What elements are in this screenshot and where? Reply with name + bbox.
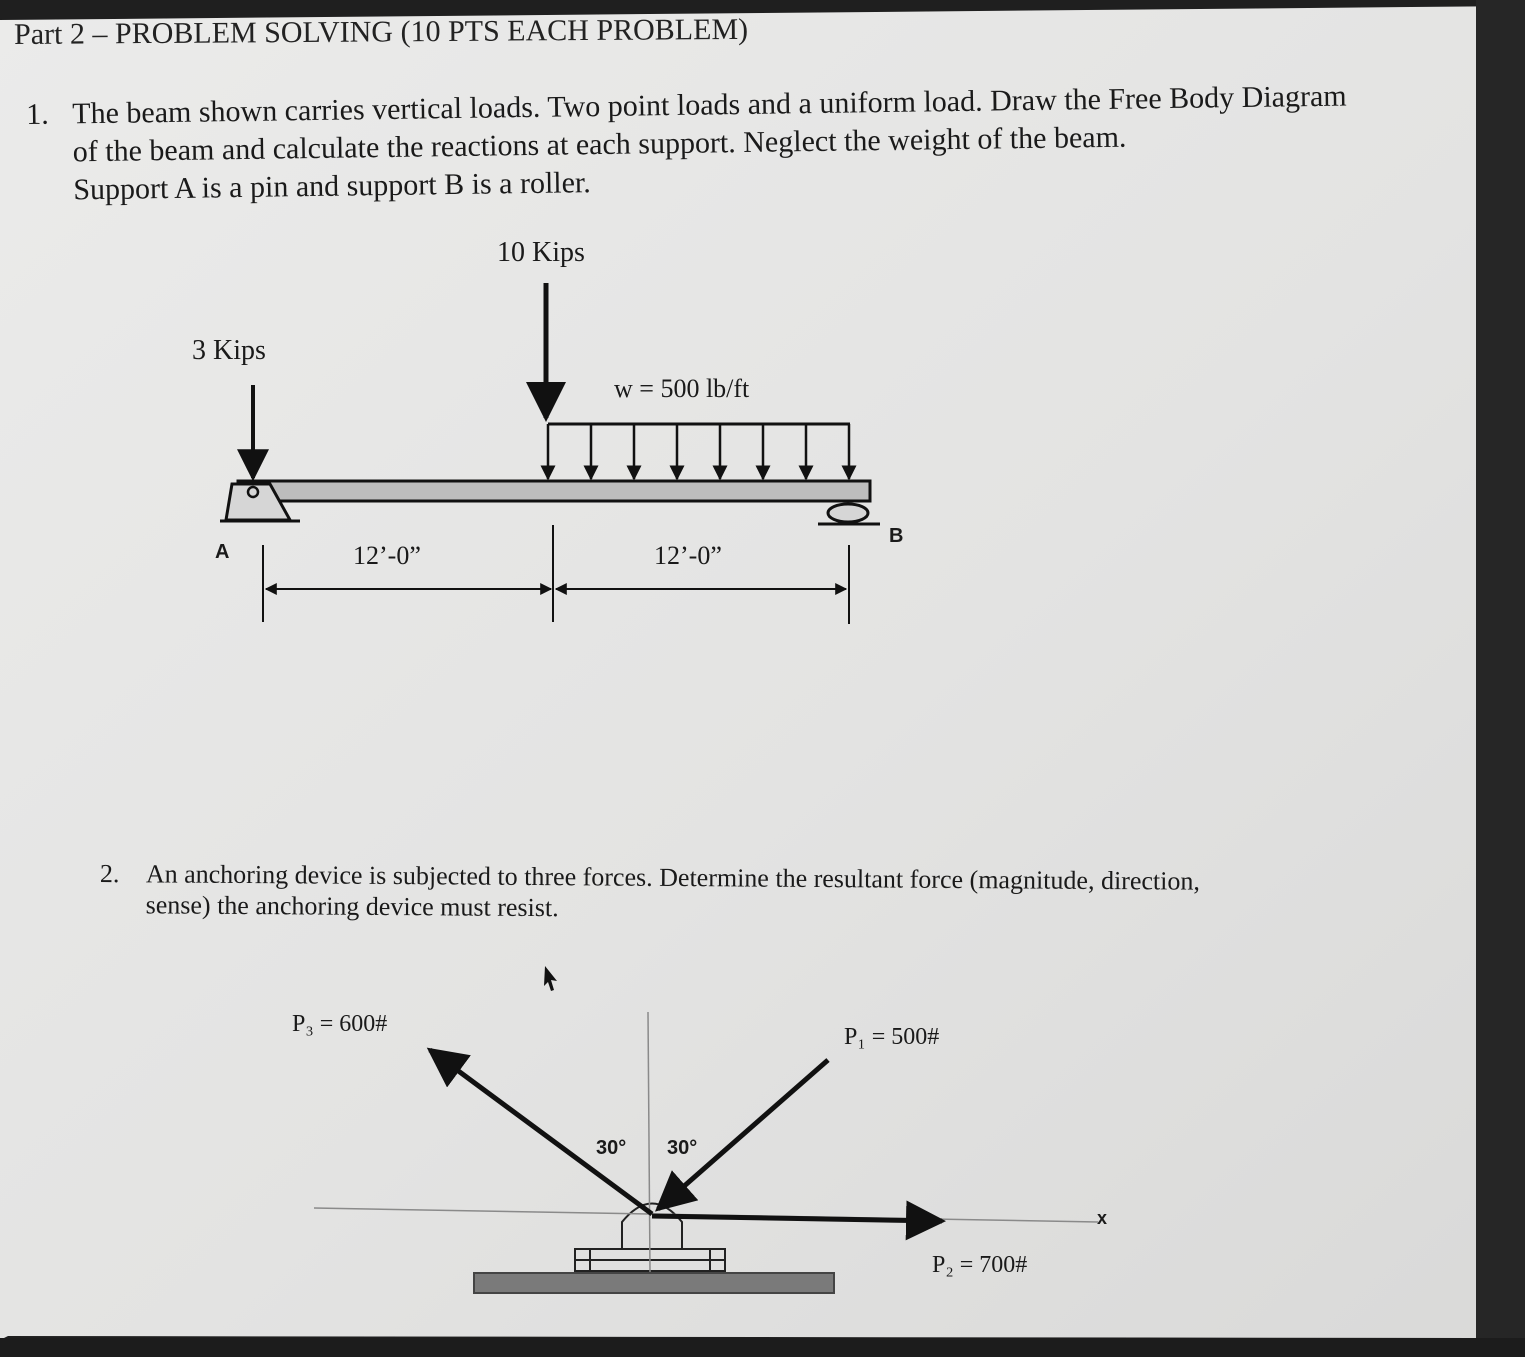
support-a-label: A [215,541,230,563]
p3-label: P₃ = 600# [292,1011,388,1037]
problem-2-number: 2. [99,859,120,889]
angle-right-label: 30° [667,1137,698,1159]
p1-label: P₁ = 500# [844,1024,940,1050]
support-b-label: B [889,525,904,547]
load-10kip-label: 10 Kips [497,237,585,268]
problem-1-text [26,78,1348,210]
x-axis-label: x [1097,1208,1108,1228]
load-3kip-label: 3 Kips [192,335,266,366]
span-right-label: 12’-0” [654,541,722,570]
angle-left-label: 30° [596,1137,627,1159]
span-left-label: 12’-0” [353,541,421,570]
uniform-load-label: w = 500 lb/ft [614,374,750,403]
problem-2-line-1: An anchoring device is subjected to three forces. Determine the resultant force (magnitude, direction, [145,859,1201,896]
problem-2-line-2: sense) the anchoring device must resist. [145,890,559,923]
problem-1-line-3: Support A is a pin and support B is a roller. [73,166,591,207]
problem-1-line-2: of the beam and calculate the reactions at each support. Neglect the weight of the beam. [72,120,1127,169]
paper-sheet [0,6,1525,1357]
p2-label: P₂ = 700# [932,1252,1028,1278]
roller-support-b [828,504,868,522]
beam [238,481,870,501]
ground-plate [474,1273,834,1293]
problem-2-text [100,858,1200,928]
problem-1-number: 1. [26,97,49,131]
section-header: Part 2 – PROBLEM SOLVING (10 PTS EACH PROBLEM) [14,12,749,51]
problem-1-line-1: The beam shown carries vertical loads. Two point loads and a uniform load. Draw the Free Body Diagram [72,79,1347,131]
